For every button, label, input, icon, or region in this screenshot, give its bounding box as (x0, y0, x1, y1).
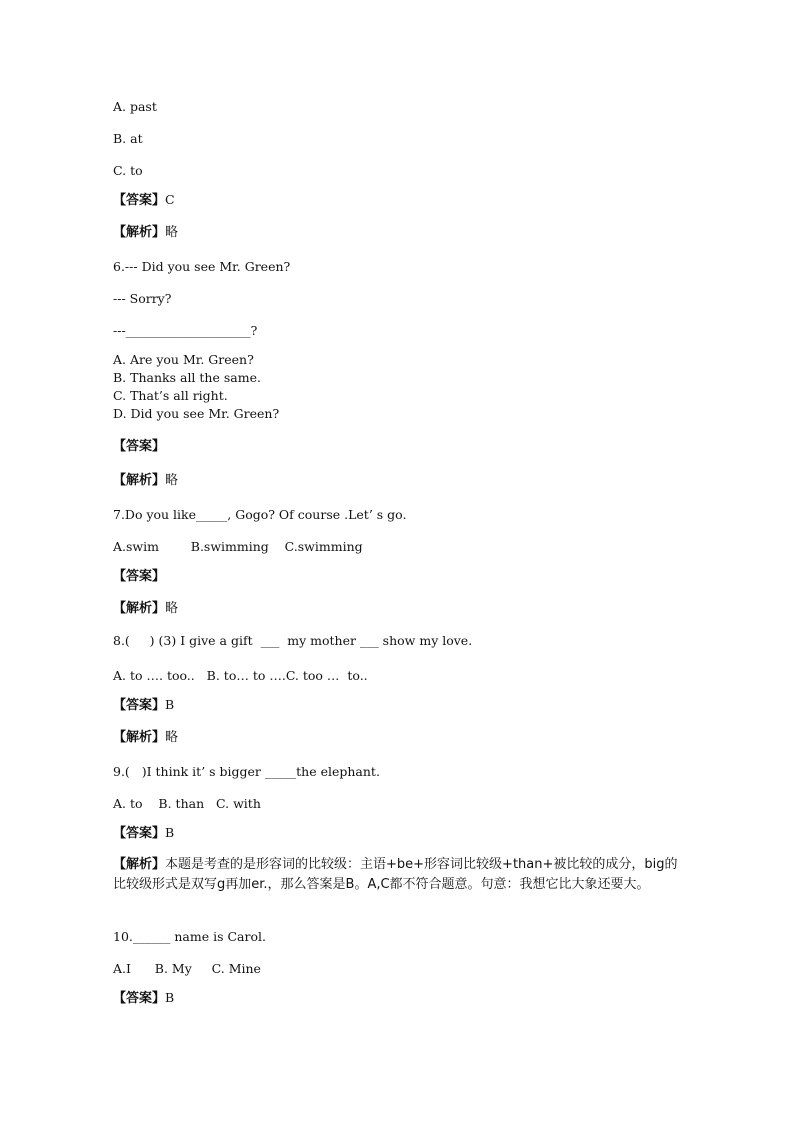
answer-value: B (165, 697, 175, 712)
q5-analysis (113, 224, 178, 241)
q7-stem: 7.Do you like_____, Gogo? Of course .Let’ s go. (113, 507, 407, 522)
q6-option-c: C. That’s all right. (113, 388, 228, 403)
q6-option-a: A. Are you Mr. Green? (113, 352, 254, 367)
answer-label: 【答案】 (113, 193, 166, 208)
analysis-value: 略 (165, 730, 179, 745)
q5-option-a: A. past (113, 99, 157, 114)
q8-stem: 8.( ) (3) I give a gift ___ my mother ___ show my love. (113, 633, 473, 648)
q8-options: A. to …. too.. B. to… to ….C. too … to.. (113, 668, 368, 683)
answer-value: B (165, 825, 175, 840)
q5-option-b: B. at (113, 131, 143, 146)
answer-value: B (165, 990, 175, 1005)
analysis-value: 略 (165, 601, 179, 616)
q10-options: A.I B. My C. Mine (113, 961, 261, 976)
q10-stem: 10.______ name is Carol. (113, 929, 266, 944)
q6-answer (113, 438, 165, 455)
q7-analysis (113, 600, 178, 617)
answer-label: 【答案】 (113, 569, 166, 584)
answer-label: 【答案】 (113, 826, 166, 841)
q8-answer (113, 697, 174, 714)
analysis-label: 【解析】 (113, 225, 166, 240)
q9-options: A. to B. than C. with (113, 796, 261, 811)
q9-analysis (113, 855, 679, 895)
q8-analysis (113, 729, 178, 746)
q7-answer (113, 568, 165, 585)
q10-answer (113, 990, 174, 1007)
analysis-label: 【解析】 (113, 473, 166, 488)
analysis-label: 【解析】 (113, 857, 166, 872)
q6-option-d: D. Did you see Mr. Green? (113, 406, 280, 421)
q6-stem-1: 6.--- Did you see Mr. Green? (113, 259, 291, 274)
q9-answer (113, 825, 174, 842)
analysis-value: 本题是考查的是形容词的比较级：主语+be+形容词比较级+than+被比较的成分，big的比较级形式是双写g再加er.，那么答案是B。A,C都不符合题意。句意：我想它比大象还要大。 (113, 857, 678, 892)
analysis-label: 【解析】 (113, 730, 166, 745)
q6-stem-3: ---____________________? (113, 323, 258, 338)
analysis-value: 略 (165, 225, 179, 240)
answer-label: 【答案】 (113, 698, 166, 713)
answer-value: C (165, 192, 175, 207)
q6-stem-2: --- Sorry? (113, 291, 172, 306)
answer-label: 【答案】 (113, 991, 166, 1006)
q5-option-c: C. to (113, 163, 143, 178)
answer-label: 【答案】 (113, 439, 166, 454)
q6-option-b: B. Thanks all the same. (113, 370, 261, 385)
analysis-label: 【解析】 (113, 601, 166, 616)
q7-options: A.swim B.swimming C.swimming (113, 539, 363, 554)
q9-stem: 9.( )I think it’ s bigger _____the elephant. (113, 764, 380, 779)
q6-analysis (113, 472, 178, 489)
analysis-value: 略 (165, 473, 179, 488)
q5-answer (113, 192, 175, 209)
